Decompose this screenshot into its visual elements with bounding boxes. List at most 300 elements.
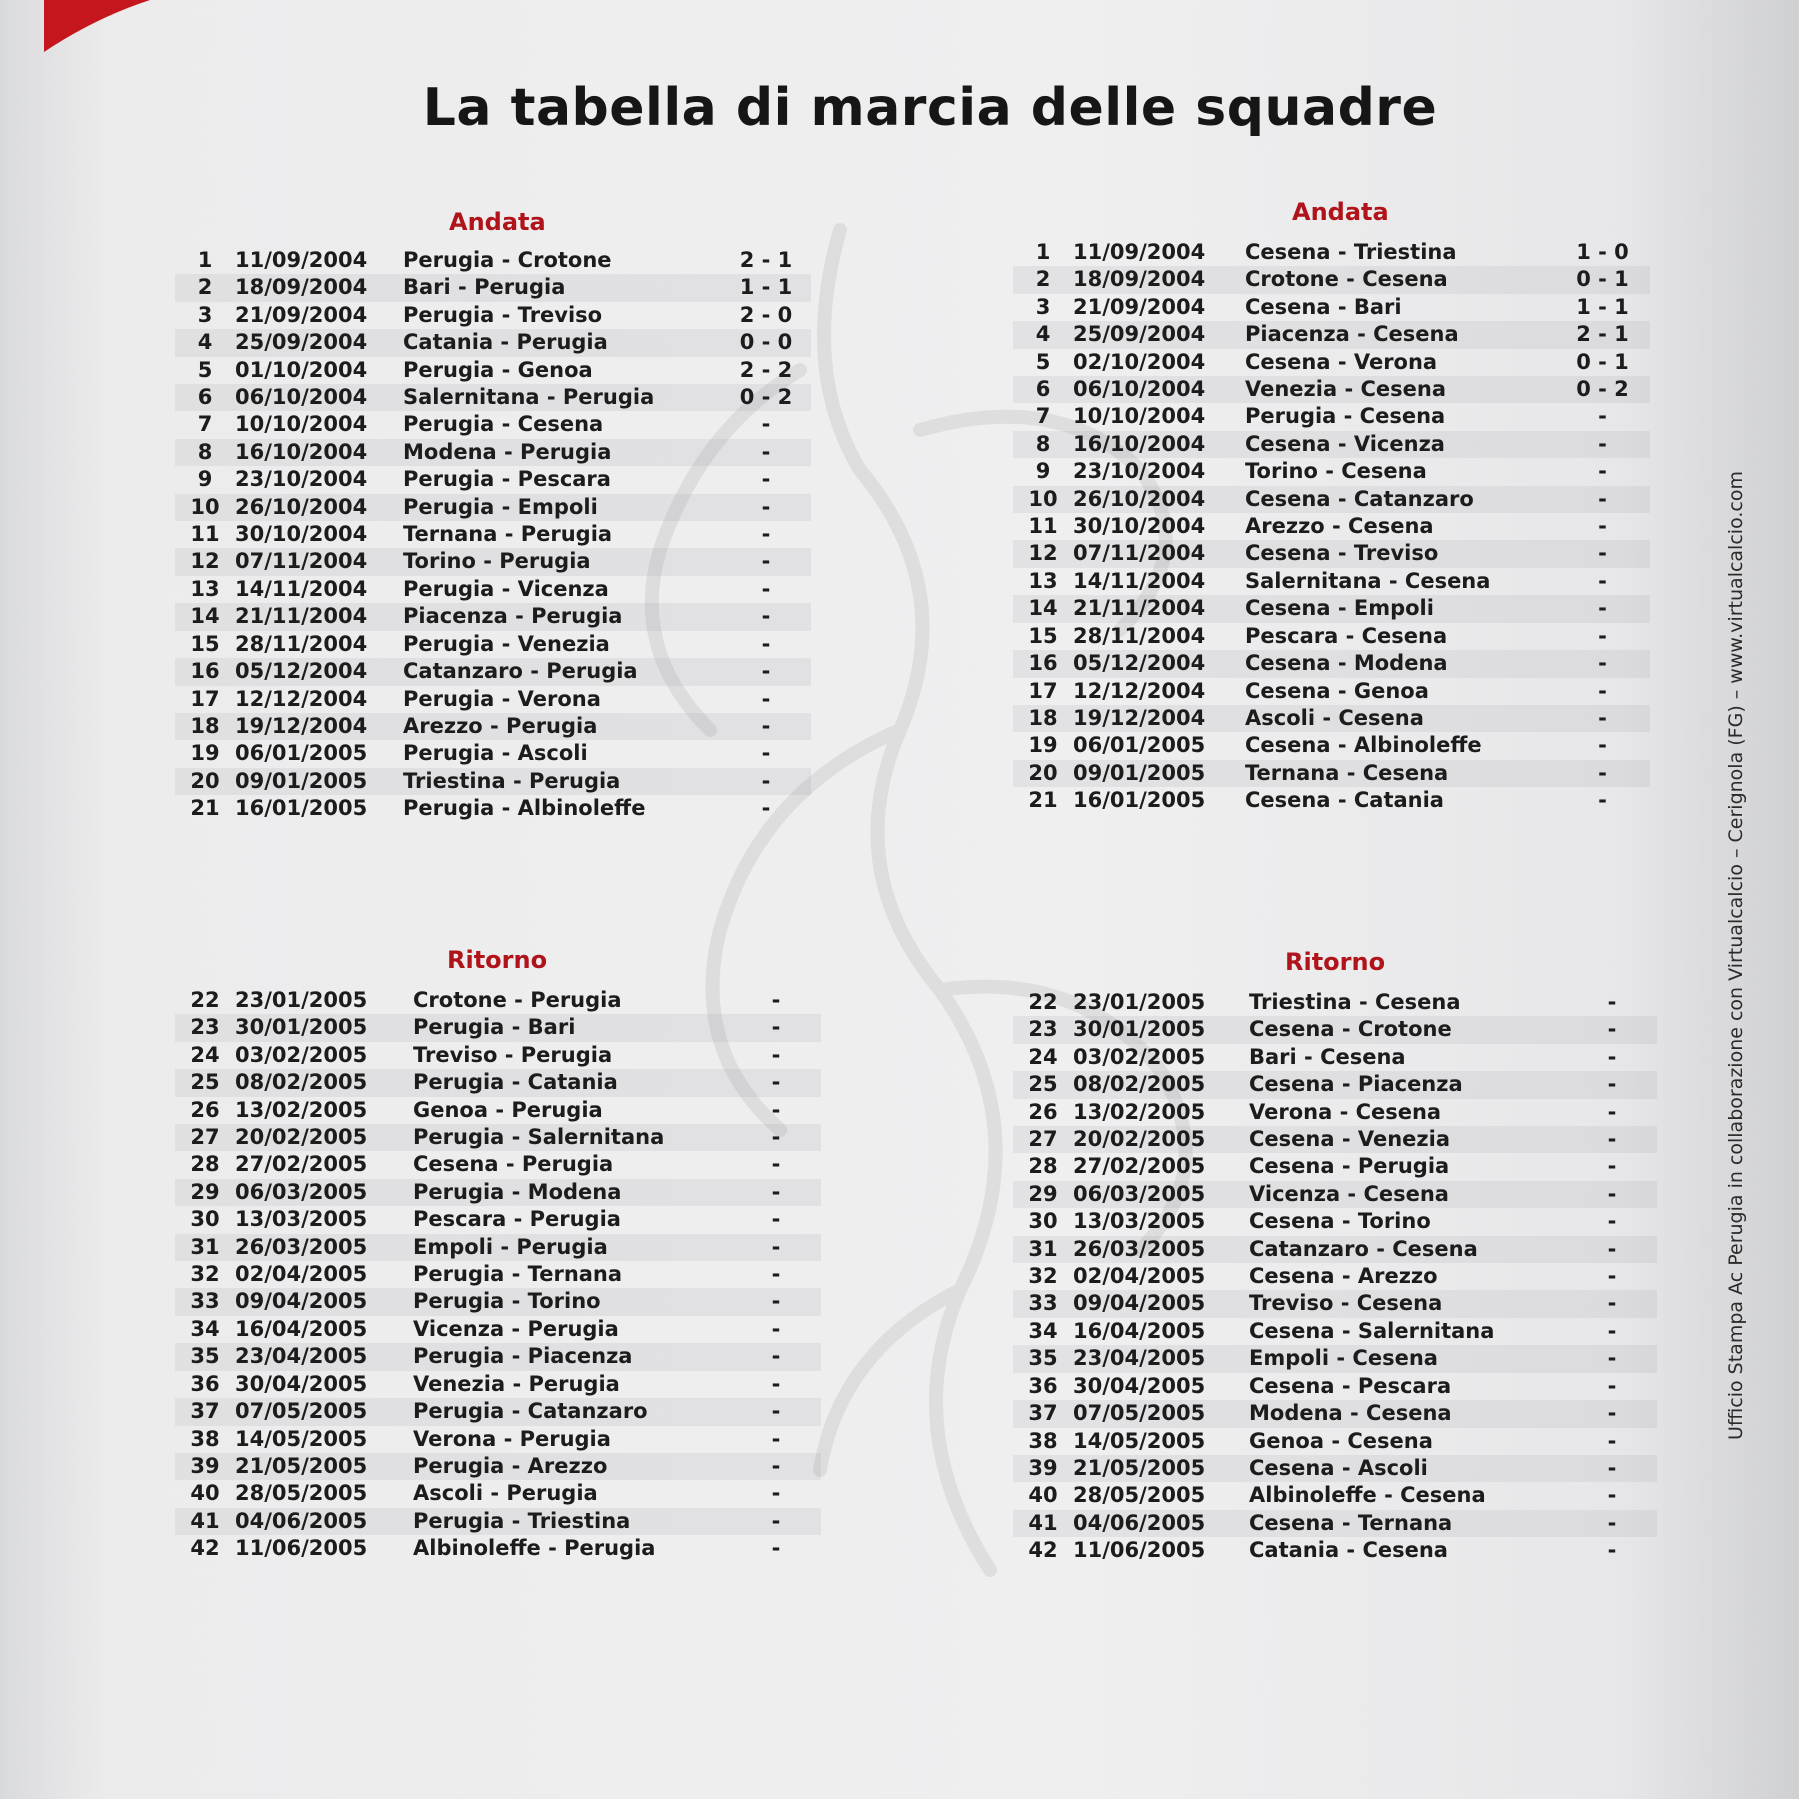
matchday-number: 42 [1028,1538,1058,1563]
matchday-number: 4 [175,329,235,356]
match-result: - [731,1343,821,1370]
match-date: 09/01/2005 [235,768,403,795]
matchday-number: 41 [1013,1510,1073,1537]
match-result: - [1555,595,1650,622]
matchday-number: 2 [1013,266,1073,293]
matchday-number: 22 [190,988,220,1012]
matchday-number: 19 [190,741,220,766]
match-date: 06/03/2005 [1073,1181,1249,1208]
matchday-number: 21 [1028,788,1058,813]
match-result: - [1598,568,1607,593]
match-result: - [1607,1264,1617,1289]
match-result: - [771,1481,781,1506]
match-result: - [761,576,771,601]
matchday-number: 7 [1035,404,1051,429]
match-row [1013,623,1650,650]
match-row [175,521,811,548]
match-date: 06/10/2004 [1073,376,1245,403]
match-teams: Perugia - Ternana [413,1262,623,1287]
match-row [175,987,821,1014]
match-teams: Torino - Cesena [1245,459,1427,484]
match-result: - [731,1288,821,1315]
matchday-number: 25 [175,1069,235,1096]
match-teams: Perugia - Piacenza [413,1343,731,1370]
match-date: 23/10/2004 [1073,459,1206,484]
match-date: 30/01/2005 [1073,1016,1249,1043]
matchday-number: 22 [1028,990,1058,1014]
matchday-number: 30 [1028,1209,1058,1234]
match-row [175,603,811,630]
matchday-number: 11 [1028,514,1058,539]
match-teams: Perugia - Arezzo [413,1453,731,1480]
match-result: 2 - 1 [739,248,793,272]
matchday-number: 30 [190,1207,220,1232]
match-row [1013,568,1650,595]
match-date: 28/11/2004 [235,631,368,656]
match-row [1013,1208,1657,1235]
match-result: - [1555,705,1650,732]
match-result: - [721,768,811,795]
page-title: La tabella di marcia delle squadre [422,78,1438,138]
match-teams: Piacenza - Perugia [403,603,721,630]
match-date: 27/02/2005 [1073,1154,1206,1179]
matchday-number: 26 [1028,1099,1058,1124]
match-teams: Bari - Cesena [1249,1044,1406,1069]
match-result: 2 - 1 [1555,321,1650,348]
matchday-number: 41 [175,1508,235,1535]
match-date: 09/04/2005 [1073,1290,1249,1317]
match-result: - [761,522,771,547]
matchday-number: 10 [1013,486,1073,513]
matchday-number: 20 [175,768,235,795]
match-teams: Cesena - Piacenza [1249,1071,1567,1098]
matchday-number: 29 [175,1179,235,1206]
matchday-number: 33 [1013,1290,1073,1317]
match-row [1013,1510,1657,1537]
match-teams: Cesena - Treviso [1245,540,1555,567]
match-result: - [1555,486,1650,513]
matchday-number: 11 [190,522,220,547]
match-row [1013,266,1650,293]
match-result: - [1555,760,1650,787]
match-date: 04/06/2005 [1073,1510,1249,1537]
match-teams: Catanzaro - Perugia [403,658,721,685]
match-date: 07/05/2005 [235,1398,413,1425]
match-date: 09/01/2005 [1073,760,1245,787]
match-teams: Verona - Perugia [413,1426,611,1451]
match-teams: Venezia - Perugia [413,1371,620,1396]
match-row [1013,595,1650,622]
matchday-number: 6 [175,384,235,411]
match-row [1013,1181,1657,1208]
matchday-number: 21 [190,796,220,821]
match-result: - [1598,733,1607,758]
match-date: 21/11/2004 [235,603,403,630]
match-date: 05/12/2004 [235,658,403,685]
match-result: - [731,1453,821,1480]
matchday-number: 32 [190,1262,220,1287]
match-date: 13/03/2005 [235,1207,368,1232]
match-result: - [731,1179,821,1206]
match-teams: Cesena - Vicenza [1245,431,1555,458]
match-date: 21/05/2005 [1073,1455,1249,1482]
match-date: 25/09/2004 [235,329,403,356]
match-row [1013,989,1657,1016]
match-teams: Pescara - Perugia [413,1207,621,1232]
match-date: 23/10/2004 [235,467,368,492]
match-teams: Perugia - Albinoleffe [403,796,646,821]
matchday-number: 3 [1035,294,1051,319]
match-date: 18/09/2004 [1073,266,1245,293]
match-teams: Cesena - Venezia [1249,1126,1567,1153]
match-teams: Arezzo - Cesena [1245,514,1434,539]
match-date: 07/11/2004 [235,548,403,575]
match-date: 28/11/2004 [1073,623,1206,648]
matchday-number: 31 [1013,1236,1073,1263]
match-date: 03/02/2005 [235,1042,368,1067]
match-row [1013,403,1650,430]
match-teams: Cesena - Verona [1245,349,1438,374]
match-teams: Cesena - Torino [1249,1209,1431,1234]
match-teams: Cesena - Genoa [1245,678,1429,703]
match-row [175,466,811,493]
match-date: 06/10/2004 [235,384,403,411]
match-teams: Albinoleffe - Cesena [1249,1483,1486,1508]
matchday-number: 3 [197,302,213,327]
match-row [1013,540,1650,567]
match-date: 20/02/2005 [235,1124,413,1151]
match-result: - [1567,1236,1657,1263]
match-result: - [1607,990,1617,1014]
match-teams: Perugia - Genoa [403,357,593,382]
match-teams: Cesena - Perugia [1249,1154,1450,1179]
match-date: 11/09/2004 [235,248,368,272]
match-result: - [1555,431,1650,458]
match-teams: Perugia - Cesena [403,412,604,437]
matchday-number: 37 [1013,1400,1073,1427]
match-row [1013,705,1650,732]
match-date: 26/10/2004 [1073,486,1245,513]
match-teams: Perugia - Pescara [403,467,611,492]
match-teams: Perugia - Venezia [403,631,610,656]
matchday-number: 23 [175,1014,235,1041]
match-result: 0 - 2 [721,384,811,411]
matchday-number: 14 [175,603,235,630]
match-teams: Cesena - Pescara [1249,1373,1452,1398]
match-date: 23/04/2005 [1073,1345,1249,1372]
match-result: - [1598,623,1607,648]
match-row [175,576,811,603]
match-row [1013,1455,1657,1482]
match-row [175,357,811,384]
cesena-andata-table [1013,239,1650,815]
match-result: - [761,741,771,766]
match-result: - [761,467,771,492]
match-date: 23/01/2005 [235,988,368,1012]
match-row [175,494,811,521]
match-date: 30/01/2005 [235,1014,413,1041]
matchday-number: 12 [1013,540,1073,567]
match-teams: Perugia - Bari [413,1014,731,1041]
match-teams: Cesena - Ascoli [1249,1455,1567,1482]
match-date: 21/05/2005 [235,1453,413,1480]
matchday-number: 4 [1013,321,1073,348]
match-result: - [1567,1181,1657,1208]
match-row [175,713,811,740]
match-row [1013,1016,1657,1043]
match-row [175,658,811,685]
match-teams: Pescara - Cesena [1245,623,1448,648]
match-teams: Cesena - Salernitana [1249,1318,1495,1343]
matchday-number: 1 [1035,240,1051,264]
match-result: - [731,1398,821,1425]
match-row [1013,1345,1657,1372]
match-teams: Cesena - Arezzo [1249,1264,1438,1289]
match-date: 23/04/2005 [235,1343,413,1370]
matchday-number: 17 [1028,678,1058,703]
match-result: - [771,1042,781,1067]
match-row [175,631,811,658]
match-row [175,274,811,301]
section-title: Andata [1292,198,1389,226]
matchday-number: 5 [197,357,213,382]
match-date: 02/04/2005 [235,1262,368,1287]
match-result: - [771,1262,781,1287]
match-date: 21/11/2004 [1073,595,1245,622]
match-result: - [761,796,771,821]
match-date: 07/11/2004 [1073,540,1245,567]
matchday-number: 24 [1028,1044,1058,1069]
match-result: - [1598,459,1607,484]
match-teams: Cesena - Triestina [1245,240,1457,264]
match-teams: Perugia - Catanzaro [413,1398,731,1425]
match-date: 12/12/2004 [1073,678,1206,703]
match-result: - [731,1014,821,1041]
match-teams: Cesena - Perugia [413,1152,614,1177]
matchday-number: 13 [1028,568,1058,593]
match-row [1013,1236,1657,1263]
match-date: 12/12/2004 [235,686,368,711]
match-teams: Cesena - Crotone [1249,1016,1567,1043]
match-result: - [1598,788,1607,813]
match-result: - [771,1316,781,1341]
match-row [175,384,811,411]
match-teams: Perugia - Vicenza [403,576,609,601]
match-row [1013,349,1650,376]
match-result: - [1567,1126,1657,1153]
match-row [175,1097,821,1124]
match-row [1013,431,1650,458]
match-date: 13/02/2005 [235,1097,368,1122]
match-date: 13/03/2005 [1073,1209,1206,1234]
match-result: 2 - 2 [739,357,793,382]
match-result: - [721,439,811,466]
matchday-number: 15 [1028,623,1058,648]
match-result: - [1607,1044,1617,1069]
match-teams: Genoa - Perugia [413,1097,603,1122]
matchday-number: 9 [197,467,213,492]
matchday-number: 37 [175,1398,235,1425]
matchday-number: 9 [1035,459,1051,484]
match-teams: Verona - Cesena [1249,1099,1442,1124]
match-row [175,1508,821,1535]
match-teams: Ascoli - Perugia [413,1481,598,1506]
match-row [175,411,811,438]
match-date: 08/02/2005 [1073,1071,1249,1098]
match-row [1013,1044,1657,1071]
match-teams: Empoli - Cesena [1249,1345,1567,1372]
match-teams: Treviso - Cesena [1249,1290,1567,1317]
matchday-number: 38 [1028,1428,1058,1453]
match-teams: Salernitana - Perugia [403,384,721,411]
match-result: - [1567,1510,1657,1537]
match-teams: Vicenza - Cesena [1249,1181,1567,1208]
match-date: 16/10/2004 [235,439,403,466]
match-date: 13/02/2005 [1073,1099,1206,1124]
matchday-number: 16 [1013,650,1073,677]
matchday-number: 31 [175,1234,235,1261]
match-result: - [771,1097,781,1122]
match-result: - [1607,1483,1617,1508]
match-row [175,1398,821,1425]
matchday-number: 17 [190,686,220,711]
match-result: - [1598,678,1607,703]
match-row [1013,239,1650,266]
match-date: 16/01/2005 [1073,788,1206,813]
match-row [175,247,811,274]
match-row [175,1234,821,1261]
matchday-number: 10 [175,494,235,521]
perugia-ritorno-table [175,987,821,1563]
match-result: - [1567,1345,1657,1372]
match-date: 30/04/2005 [1073,1373,1206,1398]
match-result: - [771,1152,781,1177]
cesena-ritorno-table [1013,989,1657,1565]
match-row [175,1124,821,1151]
match-row [1013,1071,1657,1098]
match-date: 16/04/2005 [235,1316,368,1341]
match-date: 30/10/2004 [1073,514,1206,539]
matchday-number: 40 [1028,1483,1058,1508]
match-teams: Cesena - Modena [1245,650,1555,677]
match-teams: Ternana - Perugia [403,522,613,547]
matchday-number: 28 [1028,1154,1058,1179]
matchday-number: 42 [190,1536,220,1561]
section-title: Ritorno [447,946,548,974]
match-teams: Triestina - Perugia [403,768,721,795]
match-teams: Salernitana - Cesena [1245,568,1491,593]
match-row [175,1453,821,1480]
match-result: - [771,988,781,1012]
match-row [175,1261,821,1288]
match-teams: Bari - Perugia [403,274,721,301]
match-result: 0 - 1 [1576,349,1629,374]
match-date: 25/09/2004 [1073,321,1245,348]
match-row [175,768,811,795]
match-row [1013,294,1650,321]
matchday-number: 18 [175,713,235,740]
match-date: 06/03/2005 [235,1179,413,1206]
match-result: - [1607,1209,1617,1234]
match-date: 28/05/2005 [235,1481,368,1506]
match-date: 16/01/2005 [235,796,368,821]
matchday-number: 35 [1013,1345,1073,1372]
match-teams: Ternana - Cesena [1245,760,1555,787]
match-teams: Venezia - Cesena [1245,376,1555,403]
match-teams: Perugia - Cesena [1245,404,1446,429]
matchday-number: 15 [190,631,220,656]
match-row [1013,760,1650,787]
match-row [175,1288,821,1315]
match-date: 05/12/2004 [1073,650,1245,677]
match-result: 1 - 1 [721,274,811,301]
match-teams: Vicenza - Perugia [413,1316,619,1341]
match-result: - [1607,1538,1617,1563]
match-result: 0 - 0 [721,329,811,356]
match-row [175,795,811,822]
match-result: - [1607,1099,1617,1124]
match-teams: Cesena - Bari [1245,294,1402,319]
match-teams: Perugia - Ascoli [403,741,588,766]
match-row [175,1151,821,1178]
match-teams: Cesena - Ternana [1249,1510,1567,1537]
match-result: 0 - 2 [1555,376,1650,403]
matchday-number: 27 [175,1124,235,1151]
match-teams: Genoa - Cesena [1249,1428,1433,1453]
match-row [1013,787,1650,814]
match-row [175,1426,821,1453]
matchday-number: 32 [1028,1264,1058,1289]
matchday-number: 8 [175,439,235,466]
match-row [175,1316,821,1343]
match-row [175,1343,821,1370]
match-result: - [761,412,771,437]
matchday-number: 39 [175,1453,235,1480]
matchday-number: 8 [1013,431,1073,458]
match-result: - [771,1426,781,1451]
match-row [175,548,811,575]
match-date: 07/05/2005 [1073,1400,1249,1427]
match-date: 11/06/2005 [235,1536,368,1561]
match-date: 21/09/2004 [235,302,368,327]
matchday-number: 18 [1013,705,1073,732]
match-date: 10/10/2004 [235,412,368,437]
side-credit: Ufficio Stampa Ac Perugia in collaborazione con Virtualcalcio – Cerignola (FG) – www.virtualcalcio.com [1725,471,1747,1440]
match-result: - [1607,1318,1617,1343]
match-row [1013,1153,1657,1180]
match-row [175,439,811,466]
match-result: - [721,658,811,685]
match-result: - [721,548,811,575]
match-date: 26/10/2004 [235,494,403,521]
matchday-number: 19 [1028,733,1058,758]
match-date: 14/05/2005 [1073,1428,1206,1453]
match-teams: Perugia - Triestina [413,1508,731,1535]
matchday-number: 39 [1013,1455,1073,1482]
section-title: Andata [449,208,546,236]
match-teams: Albinoleffe - Perugia [413,1536,656,1561]
match-teams: Perugia - Crotone [403,248,612,272]
matchday-number: 23 [1013,1016,1073,1043]
match-result: - [1567,1071,1657,1098]
match-date: 02/04/2005 [1073,1264,1206,1289]
match-date: 20/02/2005 [1073,1126,1249,1153]
match-row [1013,1290,1657,1317]
match-result: - [721,494,811,521]
match-teams: Perugia - Modena [413,1179,731,1206]
match-result: 0 - 1 [1555,266,1650,293]
match-row [1013,1537,1657,1564]
